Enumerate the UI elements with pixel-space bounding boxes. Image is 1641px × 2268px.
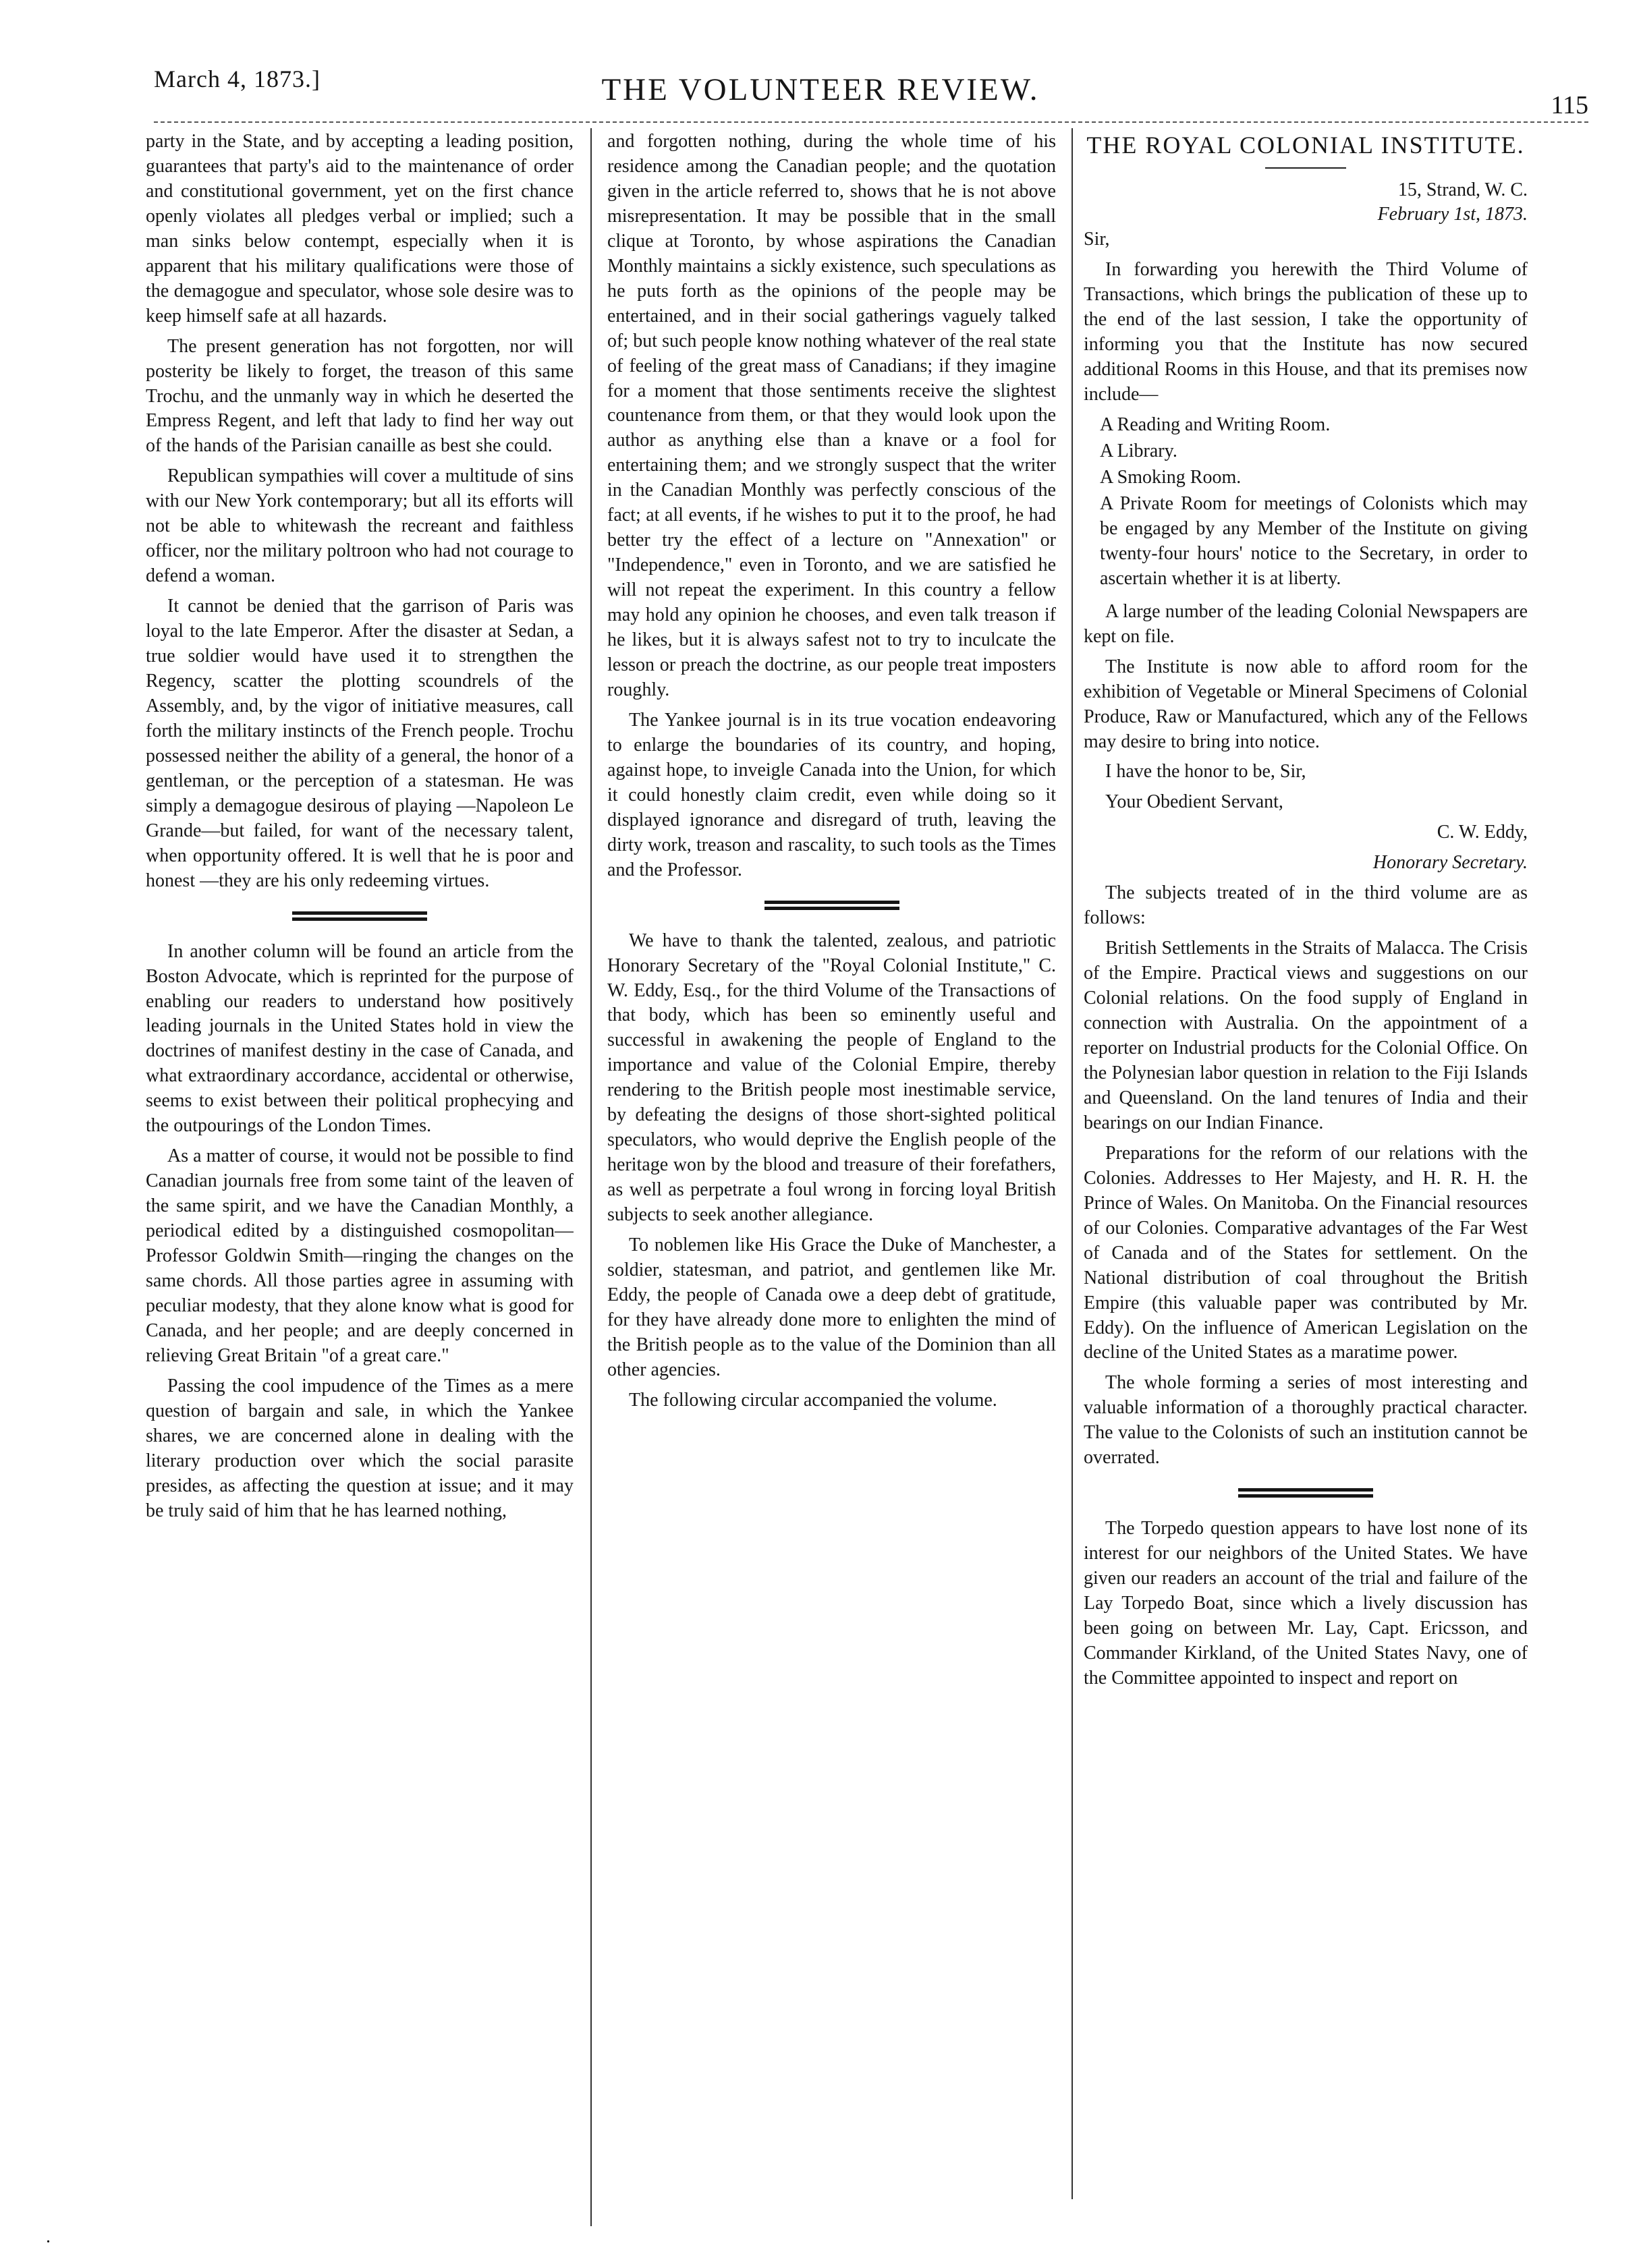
list-item: A Private Room for meetings of Colonists which may be engaged by any Member of the Institute on giving twenty-four hours' notice to the Secretary, in order to ascertain whether it is at liberty.	[1100, 492, 1528, 589]
noblemen-paragraph: To noblemen like His Grace the Duke of Manchester, a soldier, statesman, and patriot, and gentlemen like Mr. Eddy, the people of Canada owe a deep debt of gratitude, for they have already done more to enlighten the mind of the British people as to the value of the Dominion than all other agencies.	[607, 1235, 1056, 1380]
canadian-monthly-paragraph: As a matter of course, it would not be possible to find Canadian journals free from some taint of the leaven of the same spirit, and we have the Canadian Monthly, a periodical edited by a distinguished cosmopolitan—Professor Goldwin Smith—ringing the changes on the same chords. All those parties agree in assuming with peculiar modesty, that they alone know what is good for Canada, and her people; and are deeply concerned in relieving Great Britain "of a great care."	[146, 1145, 574, 1366]
volume-subjects-intro: The subjects treated of in the third volume are as follows:	[1084, 882, 1528, 929]
letter-body-1: In forwarding you herewith the Third Volume of Transactions, which brings the publication of these up to the end of the last session, I take the opportunity of informing you that the Institute has now secured additional Rooms in this House, and that its premises now include—	[1084, 259, 1528, 405]
circular-intro-paragraph: The following circular accompanied the volume.	[629, 1389, 997, 1411]
letter-body-3: The Institute is now able to afford room for the exhibition of Vegetable or Mineral Specimens of Colonial Produce, Raw or Manufactured, which any of the Fellows may desire to bring into notice.	[1084, 656, 1528, 752]
trochu-paragraph-2: The present generation has not forgotten, nor will posterity be likely to forget, the treason of this same Trochu, and the unmanly way in which he deserted the Empress Regent, and left that lady to find her way out of the hands of the Parisian canaille as best she could.	[146, 335, 574, 457]
list-item: A Library.	[1100, 441, 1177, 462]
column-right	[1084, 130, 1528, 2241]
newspaper-title: THE VOLUNTEER REVIEW.	[601, 72, 1040, 107]
volume-summary: The whole forming a series of most interesting and valuable information of a thoroughly practical character. The value to the Colonists of such an institution cannot be overrated.	[1084, 1372, 1528, 1469]
column-rule-left	[590, 128, 592, 2226]
trochu-paragraph-3: Republican sympathies will cover a multitude of sins with our New York contemporary; but all its efforts will not be able to whitewash the recreant and faithless officer, nor the military poltroon who had not courage to defend a woman.	[146, 465, 574, 587]
header-rule	[154, 121, 1588, 123]
rooms-list	[1100, 413, 1528, 592]
list-item: A Reading and Writing Room.	[1100, 414, 1331, 436]
trochu-paragraph-1: party in the State, and by accepting a leading position, guarantees that party's aid to the maintenance of order and constitutional government, yet on the first chance openly violates all pledges verbal or implied; such a man sinks below contempt, especially when it is apparent that his military qualifications were those of the demagogue and speculator, whose sole desire was to keep himself safe at all hazards.	[146, 131, 574, 327]
volume-subjects-1: British Settlements in the Straits of Malacca. The Crisis of the Empire. Practical views and suggestions on our Colonial relations. On the food supply of England in connection with Australia. On the appointment of a reporter on Industrial products for the Colonial Office. On the Polynesian labor question in relation to the Fiji Islands and Queensland. On the land tenures of India and their bearings on our Indian Finance.	[1084, 938, 1528, 1133]
page-header	[0, 0, 1641, 135]
letter-salutation: Sir,	[1084, 229, 1110, 250]
trochu-paragraph-4: It cannot be denied that the garrison of Paris was loyal to the late Emperor. After the disaster at Sedan, a true soldier would have used it to strengthen the Regency, scatter the plotting scoundrels of the Assembly, and, by the vigor of initiative measures, call forth the military instincts of the French people. Trochu possessed neither the ability of a general, the honor of a gentleman, or the perception of a statesman. He was simply a demagogue desirous of playing —Napoleon Le Grande—but failed, for want of the necessary talent, when opportunity offered. It is well that he is poor and honest —they are his only redeeming virtues.	[146, 596, 574, 891]
letter-closing-1: I have the honor to be, Sir,	[1105, 761, 1306, 783]
margin-mark: .	[46, 2226, 51, 2247]
institute-heading: THE ROYAL COLONIAL INSTITUTE.	[1086, 132, 1525, 159]
letter-address: 15, Strand, W. C.	[1397, 179, 1528, 200]
column-rule-right	[1072, 128, 1073, 2199]
heading-rule	[1265, 167, 1346, 169]
letter-closing-2: Your Obedient Servant,	[1105, 791, 1283, 813]
page-number: 115	[1551, 91, 1588, 119]
letter-body-2: A large number of the leading Colonial Newspapers are kept on file.	[1084, 600, 1528, 647]
boston-advocate-paragraph: In another column will be found an article from the Boston Advocate, which is reprinted for the purpose of enabling our readers to understand how positively leading journals in the United States hold in view the doctrines of manifest destiny in the case of Canada, and what extraordinary accordance, accidental or otherwise, seems to exist between their political prophecying and the outpourings of the London Times.	[146, 940, 574, 1137]
section-separator	[292, 911, 427, 921]
column-left	[146, 130, 574, 2241]
yankee-journal-paragraph: The Yankee journal is in its true vocation endeavoring to enlarge the boundaries of its country, and hoping, against hope, to inveigle Canada into the Union, for which it could honestly claim credit, even while doing so it displayed ignorance and disregard of truth, leaving the dirty work, treason and rascality, to such tools as the Times and the Professor.	[607, 709, 1056, 880]
eddy-thanks-paragraph: We have to thank the talented, zealous, and patriotic Honorary Secretary of the "Royal Colonial Institute," C. W. Eddy, Esq., for the third Volume of the Transactions of that body, which has been so eminently useful and successful in awakening the people of England to the importance and value of the Colonial Empire, thereby rendering to the British people most inestimable service, by defeating the designs of those short-sighted political speculators, who would deprive the English people of the heritage won by the blood and treasure of their forefathers, as well as perpetrate a foul wrong in forcing loyal British subjects to seek another allegiance.	[607, 930, 1056, 1226]
volume-subjects-2: Preparations for the reform of our relations with the Colonies. Addresses to Her Majesty, and H. R. H. the Prince of Wales. On Manitoba. On the Financial resources of our Colonies. Comparative advantages of the Far West of Canada and of the States for settlement. On the National distribution of coal throughout the British Empire (this valuable paper was contributed by Mr. Eddy). On the influence of American Legislation on the decline of the United States as a maratime power.	[1084, 1142, 1528, 1363]
letter-date: February 1st, 1873.	[1377, 204, 1528, 225]
issue-date: March 4, 1873.]	[154, 65, 321, 92]
torpedo-paragraph: The Torpedo question appears to have lost none of its interest for our neighbors of the United States. We have given our readers an account of the trial and failure of the Lay Torpedo Boat, since which a lively discussion has been going on between Mr. Lay, Capt. Ericsson, and Commander Kirkland, of the United States Navy, one of the Committee appointed to inspect and report on	[1084, 1518, 1528, 1689]
column-middle	[607, 130, 1056, 2241]
times-paragraph: Passing the cool impudence of the Times as a mere question of bargain and sale, in which the Yankee shares, we are concerned alone in dealing with the literary production over which the social parasite presides, as affecting the question at issue; and it may be truly said of him that he has learned nothing,	[146, 1375, 574, 1521]
section-separator	[764, 901, 899, 910]
letter-signature: C. W. Eddy,	[1437, 822, 1528, 843]
section-separator	[1238, 1488, 1373, 1498]
list-item: A Smoking Room.	[1100, 467, 1242, 488]
letter-signature-title: Honorary Secretary.	[1372, 852, 1528, 874]
misrepresentation-paragraph: and forgotten nothing, during the whole time of his residence among the Canadian people; and the quotation given in the article referred to, shows that he is not above misrepresentation. It may be possible that in the small clique at Toronto, by whose aspirations the Canadian Monthly maintains a sickly existence, such speculations as he puts forth as the opinions of the people may be entertained, and in their social gatherings vaguely talked of; but such people know nothing whatever of the real state of feeling of the great mass of Canadians; if they imagine for a moment that those sentiments receive the slightest countenance from them, or that they would look upon the author as anything else than a knave or a fool for entertaining them; and we strongly suspect that the writer in the Canadian Monthly was perfectly conscious of the fact; at all events, if he wishes to put it to the proof, he had better try the effect of a lecture on "Annexation" or "Independence," even in Toronto, and we are satisfied he will not repeat the experiment. In this country a fellow may hold any opinion he chooses, and even talk treason if he likes, but it is always safest not to try to inculcate the lesson or preach the doctrine, as our people treat imposters roughly.	[607, 131, 1056, 700]
